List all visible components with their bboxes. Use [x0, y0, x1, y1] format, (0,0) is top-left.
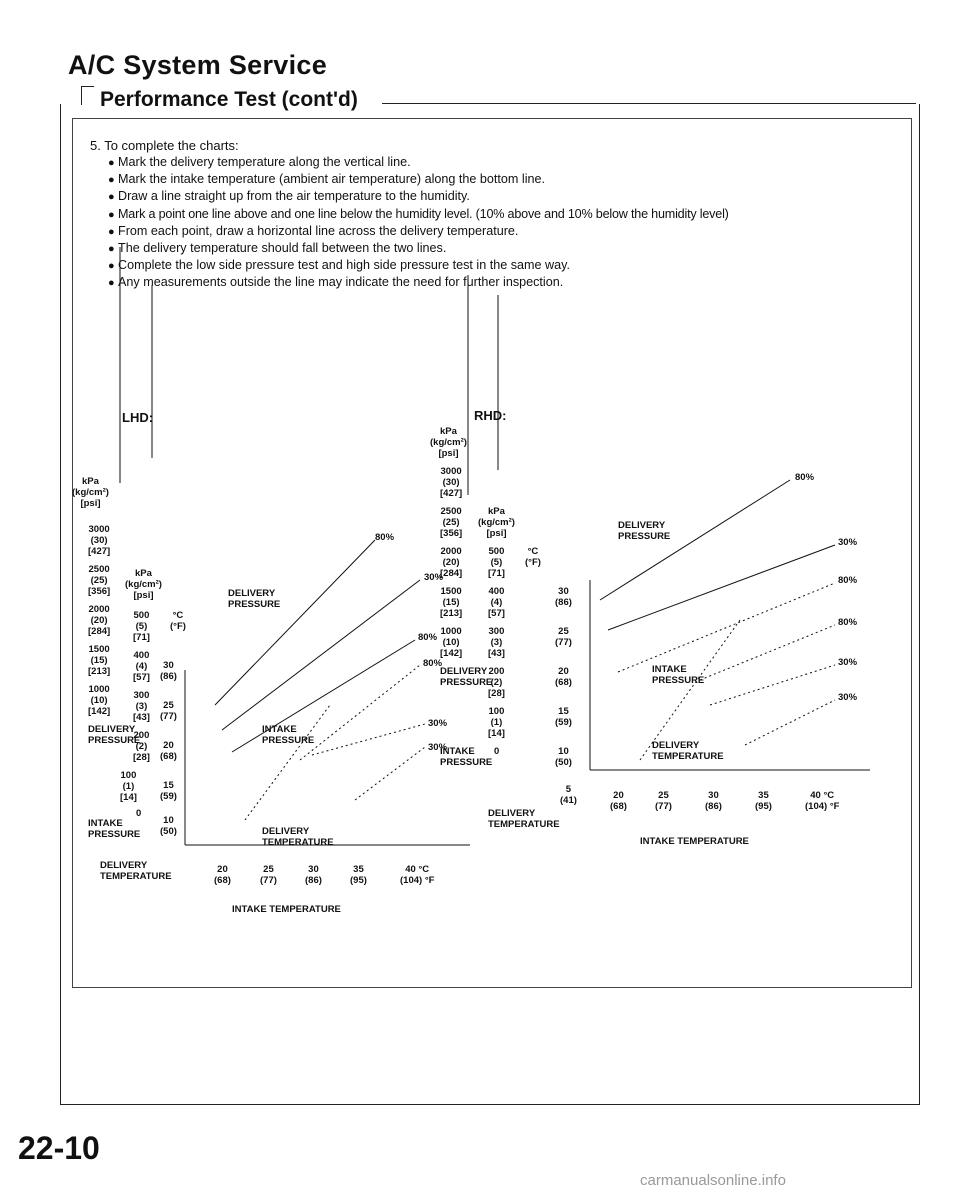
lhd-low-tick: 400 (4) [57] [133, 650, 150, 683]
rhd-low-tick: 0 [494, 746, 500, 757]
rhd-delivery-pressure-line-30 [608, 545, 835, 630]
lhd-temp-tick: 30 (86) [160, 660, 177, 682]
rhd-humidity-label: 30% [838, 657, 858, 668]
rhd-high-tick: 1000 (10) [142] [440, 626, 463, 659]
lhd-intake-pressure-line-label: INTAKE PRESSURE [262, 724, 315, 746]
instruction-item: ● From each point, draw a horizontal line across the delivery temperature. [108, 223, 878, 240]
lhd-humidity-label: 30% [428, 718, 448, 729]
bullet-icon: ● [108, 208, 115, 221]
rhd-chart-label: RHD: [474, 408, 507, 423]
rhd-temp-tick: 20 (68) [555, 666, 572, 688]
page-title: A/C System Service [68, 50, 328, 80]
rhd-humidity-label: 80% [838, 575, 858, 586]
rhd-humidity-label: 80% [795, 472, 815, 483]
lhd-delivery-pressure-axis-label: DELIVERY PRESSURE [88, 724, 141, 746]
rhd-temp-tick: 15 (59) [555, 706, 572, 728]
rhd-temp-unit-label: °C (°F) [525, 546, 541, 568]
rhd-high-tick: 3000 (30) [427] [440, 466, 463, 499]
bullet-icon: ● [108, 260, 115, 273]
lhd-x-tick: 30 (86) [305, 864, 322, 886]
rhd-x-tick: 25 (77) [655, 790, 672, 812]
lhd-delivery-temp-line-30b [355, 747, 425, 800]
rhd-high-unit-label: kPa (kg/cm²) [psi] [430, 426, 467, 459]
rhd-humidity-label: 30% [838, 692, 858, 703]
watermark-text: carmanualsonline.info [640, 1172, 786, 1189]
rhd-x-tick: 40 °C (104) °F [805, 790, 840, 812]
lhd-high-tick: 2000 (20) [284] [88, 604, 111, 637]
lhd-low-tick: 200 (2) [28] [133, 730, 150, 763]
lhd-intake-pressure-line-30 [312, 724, 425, 755]
rhd-humidity-label: 80% [838, 617, 858, 628]
lhd-temp-tick: 10 (50) [160, 815, 177, 837]
rhd-delivery-temp-line-label: DELIVERY TEMPERATURE [652, 740, 724, 762]
instruction-item: ● Draw a line straight up from the air temperature to the humidity. [108, 188, 878, 205]
lhd-low-unit-label: kPa (kg/cm²) [psi] [125, 568, 162, 601]
rhd-low-tick: 100 (1) [14] [488, 706, 505, 739]
rhd-delivery-temp-axis-label: DELIVERY TEMPERATURE [488, 808, 560, 830]
lhd-low-tick: 100 (1) [14] [120, 770, 137, 803]
lhd-x-tick: 35 (95) [350, 864, 367, 886]
rhd-intake-pressure-axis-label: INTAKE PRESSURE [440, 746, 493, 768]
bullet-icon: ● [108, 191, 115, 204]
bullet-icon: ● [108, 225, 115, 238]
page-number: 22-10 [18, 1130, 100, 1166]
lhd-high-tick: 1000 (10) [142] [88, 684, 111, 717]
rhd-x-tick: 30 (86) [705, 790, 722, 812]
lhd-intake-pressure-line-80 [232, 640, 415, 752]
rhd-high-tick: 2500 (25) [356] [440, 506, 463, 539]
lhd-x-tick: 40 °C (104) °F [400, 864, 435, 886]
rhd-low-tick: 300 (3) [43] [488, 626, 505, 659]
step-heading: 5. To complete the charts: [90, 138, 239, 153]
rhd-temp-tick: 25 (77) [555, 626, 572, 648]
lhd-x-axis-label: INTAKE TEMPERATURE [232, 904, 341, 915]
rhd-x-axis-label: INTAKE TEMPERATURE [640, 836, 749, 847]
rhd-delivery-pressure-axis-label: DELIVERY PRESSURE [440, 666, 493, 688]
section-subtitle: Performance Test (cont'd) [100, 88, 358, 111]
rhd-intake-pressure-line-label: INTAKE PRESSURE [652, 664, 705, 686]
rhd-temp-tick: 5 (41) [560, 784, 577, 806]
bullet-icon: ● [108, 174, 115, 187]
lhd-humidity-label: 80% [375, 532, 395, 543]
lhd-temp-tick: 25 (77) [160, 700, 177, 722]
lhd-humidity-label: 30% [428, 742, 448, 753]
rhd-temp-tick: 10 (50) [555, 746, 572, 768]
rhd-high-tick: 2000 (20) [284] [440, 546, 463, 579]
lhd-delivery-temp-line-label: DELIVERY TEMPERATURE [262, 826, 334, 848]
lhd-delivery-temp-axis-label: DELIVERY TEMPERATURE [100, 860, 172, 882]
lhd-temp-tick: 15 (59) [160, 780, 177, 802]
lhd-delivery-temp-line-30a [245, 705, 330, 820]
instruction-item: ● Mark the delivery temperature along the vertical line. [108, 154, 878, 171]
lhd-temp-unit-label: °C (°F) [170, 610, 186, 632]
rhd-temp-tick: 30 (86) [555, 586, 572, 608]
lhd-delivery-pressure-line-80 [215, 540, 375, 705]
instruction-item: ● Mark the intake temperature (ambient air temperature) along the bottom line. [108, 171, 878, 188]
lhd-intake-pressure-line-80b [300, 665, 420, 760]
lhd-chart-label: LHD: [122, 410, 154, 425]
rhd-delivery-pressure-line-label: DELIVERY PRESSURE [618, 520, 671, 542]
rhd-intake-pressure-line-80b [700, 625, 835, 680]
rhd-intake-pressure-line-30 [710, 665, 835, 705]
lhd-high-tick: 1500 (15) [213] [88, 644, 111, 677]
lhd-high-unit-label: kPa (kg/cm²) [psi] [72, 476, 109, 509]
bullet-icon: ● [108, 157, 115, 169]
instruction-item: ● Any measurements outside the line may indicate the need for further inspection. [108, 274, 878, 291]
bullet-icon: ● [108, 243, 115, 256]
lhd-x-tick: 25 (77) [260, 864, 277, 886]
lhd-delivery-pressure-line-label: DELIVERY PRESSURE [228, 588, 281, 610]
lhd-low-tick: 0 [136, 808, 142, 819]
rhd-x-tick: 35 (95) [755, 790, 772, 812]
rhd-x-tick: 20 (68) [610, 790, 627, 812]
instruction-item: ● Complete the low side pressure test and high side pressure test in the same way. [108, 257, 878, 274]
rhd-humidity-label: 30% [838, 537, 858, 548]
lhd-x-tick: 20 (68) [214, 864, 231, 886]
lhd-intake-pressure-axis-label: INTAKE PRESSURE [88, 818, 141, 840]
instruction-item: ● The delivery temperature should fall between the two lines. [108, 240, 878, 257]
rhd-low-unit-label: kPa (kg/cm²) [psi] [478, 506, 515, 539]
lhd-temp-tick: 20 (68) [160, 740, 177, 762]
bullet-icon: ● [108, 277, 115, 290]
instruction-item: ● Mark a point one line above and one line below the humidity level. (10% above and 10% below the humidity level) [108, 206, 878, 223]
lhd-low-tick: 500 (5) [71] [133, 610, 150, 643]
rhd-low-tick: 200 (2) [28] [488, 666, 505, 699]
lhd-humidity-label: 80% [418, 632, 438, 643]
lhd-humidity-label: 80% [423, 658, 443, 669]
lhd-humidity-label: 30% [424, 572, 444, 583]
rhd-low-tick: 400 (4) [57] [488, 586, 505, 619]
rhd-intake-pressure-line-80 [618, 583, 835, 672]
lhd-high-tick: 2500 (25) [356] [88, 564, 111, 597]
lhd-high-tick: 3000 (30) [427] [88, 524, 111, 557]
rhd-delivery-temp-line-30b [745, 700, 835, 745]
lhd-low-tick: 300 (3) [43] [133, 690, 150, 723]
rhd-high-tick: 1500 (15) [213] [440, 586, 463, 619]
rhd-delivery-temp-line-30a [640, 620, 740, 760]
rhd-low-tick: 500 (5) [71] [488, 546, 505, 579]
